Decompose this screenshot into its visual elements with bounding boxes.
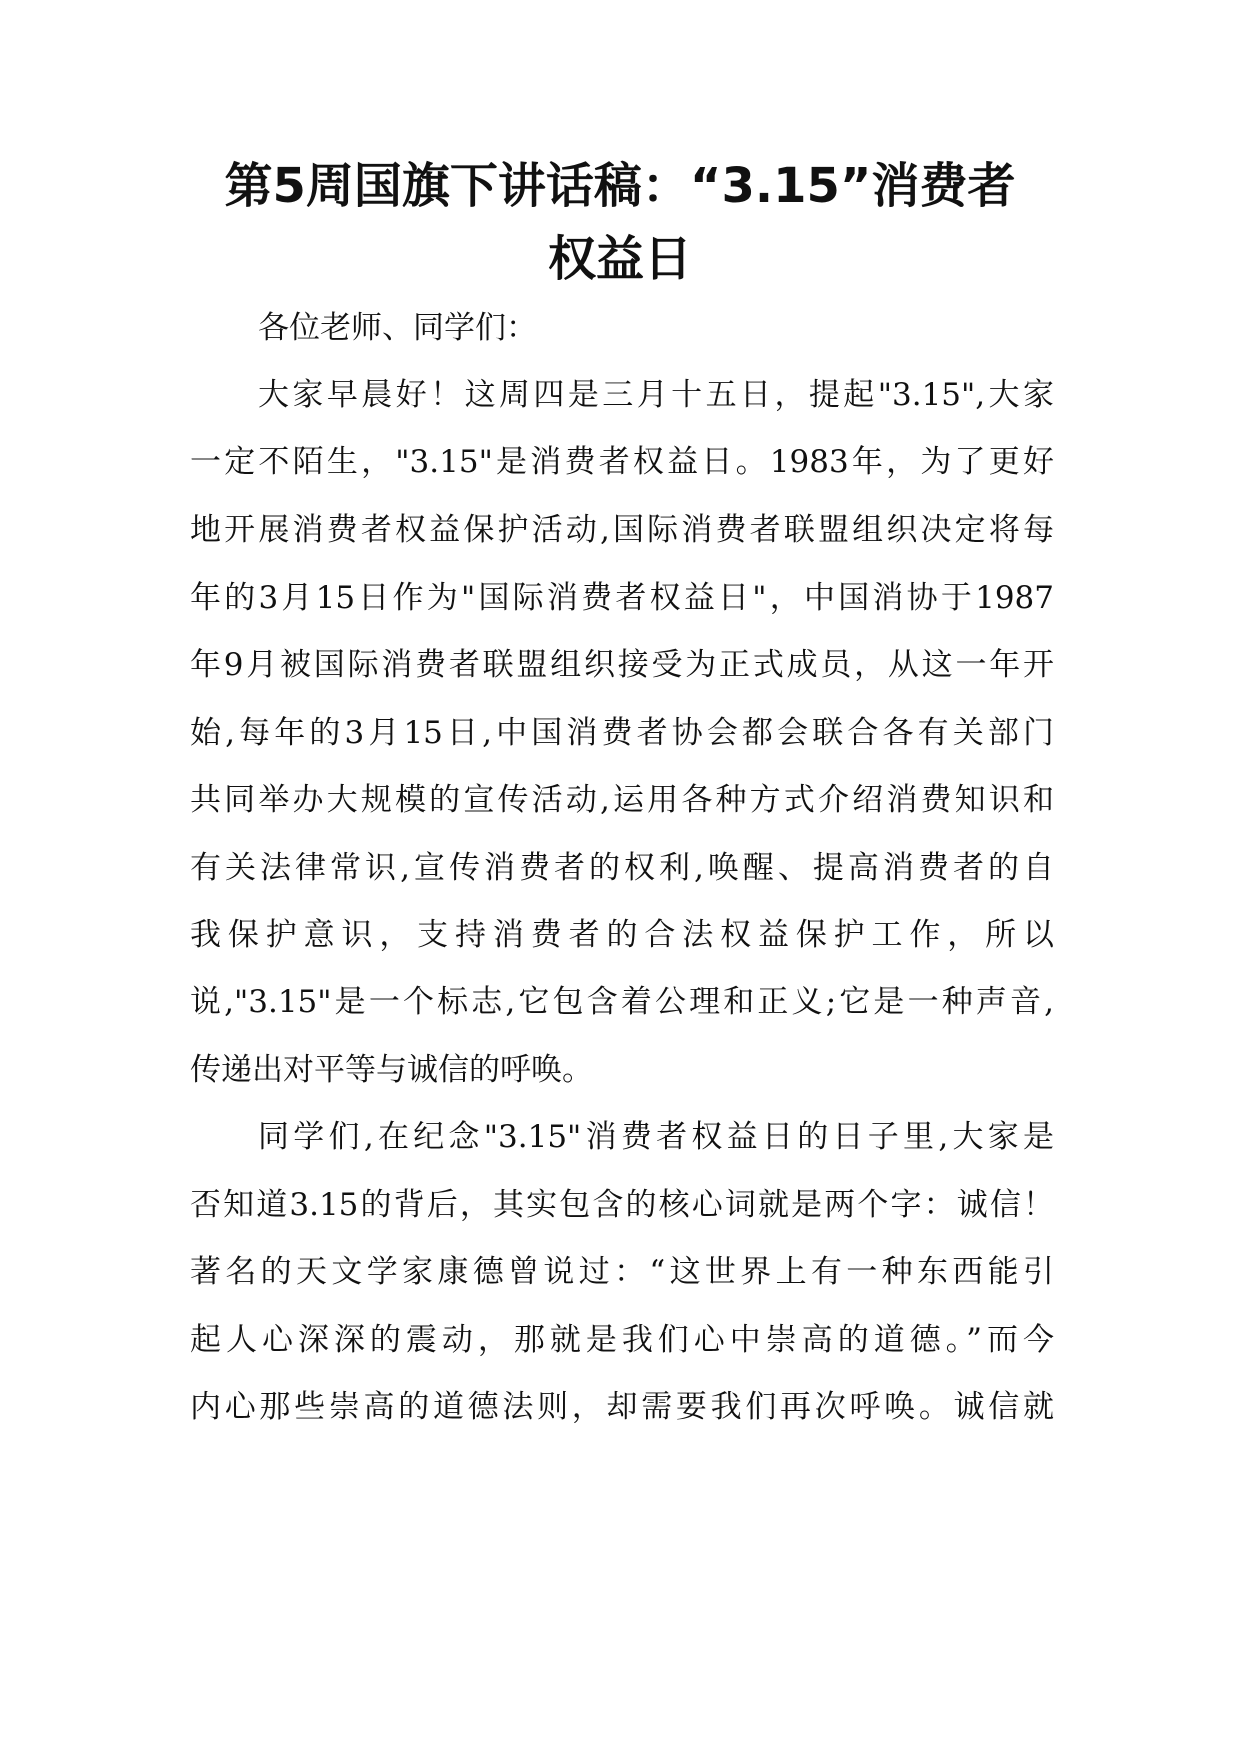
paragraph-line: 年9月被国际消费者联盟组织接受为正式成员，从这一年开 (190, 647, 1054, 683)
paragraph-line: 说,"3.15"是一个标志,它包含着公理和正义;它是一种声音, (190, 984, 1054, 1020)
paragraph-line: 同学们,在纪念"3.15"消费者权益日的日子里,大家是 (258, 1119, 1054, 1155)
paragraph-line: 一定不陌生，"3.15"是消费者权益日。1983年，为了更好 (190, 444, 1054, 480)
paragraph-line: 共同举办大规模的宣传活动,运用各种方式介绍消费知识和 (190, 782, 1054, 818)
greeting-line: 各位老师、同学们： (258, 310, 537, 346)
page-title (150, 150, 1090, 296)
paragraph-line: 始,每年的3月15日,中国消费者协会都会联合各有关部门 (190, 715, 1054, 751)
title-line-1: 第5周国旗下讲话稿：“3.15”消费者 (224, 158, 1016, 214)
paragraph-line: 著名的天文学家康德曾说过：“这世界上有一种东西能引 (190, 1254, 1054, 1290)
paragraph-line: 有关法律常识,宣传消费者的权利,唤醒、提高消费者的自 (190, 850, 1054, 886)
paragraph-line: 内心那些崇高的道德法则，却需要我们再次呼唤。诚信就 (190, 1389, 1054, 1425)
paragraph-line: 大家早晨好！这周四是三月十五日，提起"3.15",大家 (258, 377, 1054, 413)
paragraph-line: 年的3月15日作为"国际消费者权益日"，中国消协于1987 (190, 580, 1054, 616)
paragraph-line: 传递出对平等与诚信的呼唤。 (190, 1052, 593, 1088)
paragraph-line: 否知道3.15的背后，其实包含的核心词就是两个字：诚信！ (190, 1187, 1054, 1223)
paragraph-line: 地开展消费者权益保护活动,国际消费者联盟组织决定将每 (190, 512, 1054, 548)
title-line-2: 权益日 (547, 231, 692, 287)
paragraph-line: 起人心深深的震动，那就是我们心中崇高的道德。”而今 (190, 1322, 1054, 1358)
paragraph-line: 我保护意识，支持消费者的合法权益保护工作，所以 (190, 917, 1054, 953)
